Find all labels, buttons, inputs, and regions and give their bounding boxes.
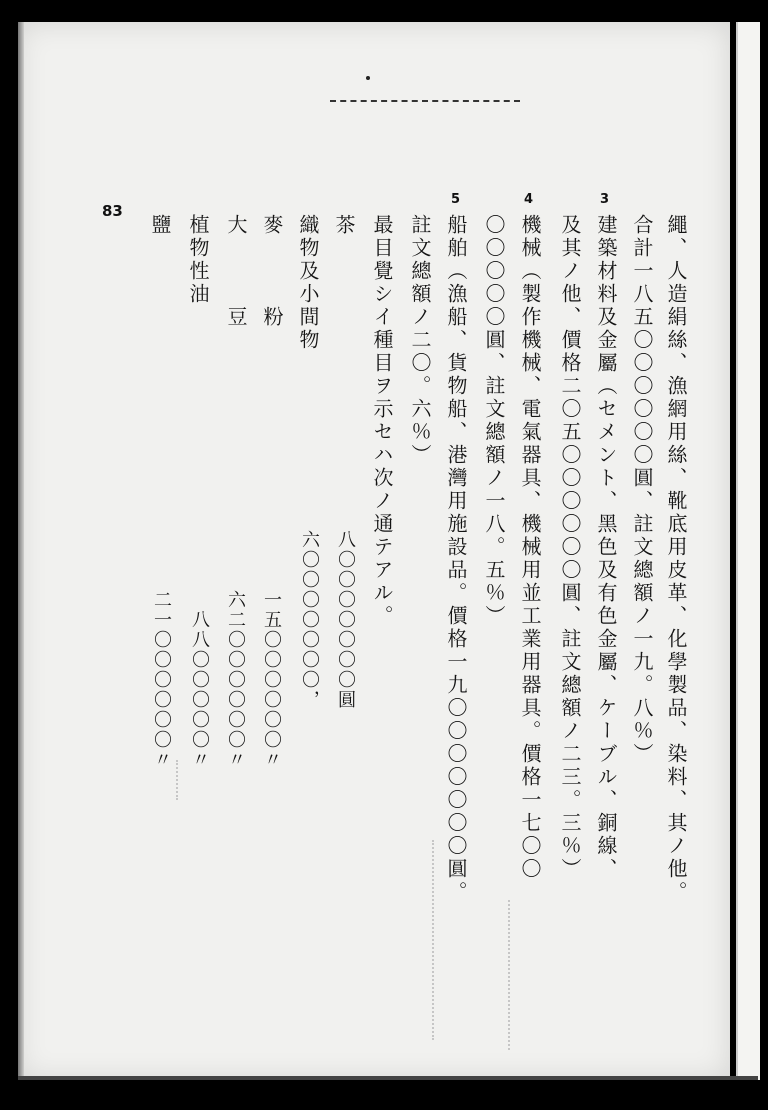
section-number-3: 3 <box>600 192 610 207</box>
table-item: 麥 粉 <box>260 214 284 329</box>
table-item: 茶 <box>332 214 356 237</box>
section-number-4: 4 <box>524 192 534 207</box>
table-item: 植物性油 <box>186 214 210 306</box>
text-column-9: 最目覺シイ種目ヲ示セハ次ノ通テアル。 <box>370 214 394 628</box>
table-item: 大 豆 <box>224 214 248 329</box>
table-item: 鹽 <box>148 214 172 237</box>
page-number: 83 <box>102 202 123 220</box>
section-number-5: 5 <box>451 192 461 207</box>
page-binding-edge <box>18 22 24 1080</box>
text-column-1: 繩、人造絹絲、漁網用絲、靴底用皮革、化學製品、染料、其ノ他。 <box>664 214 688 904</box>
table-value: 八〇〇〇〇〇〇〇圓 <box>335 530 356 710</box>
text-column-4: 及其ノ他、價格二〇五〇〇〇〇〇〇圓、註文總額ノ二三。三％） <box>558 214 582 881</box>
bleed-through-mark <box>330 100 520 102</box>
page-bottom-edge <box>18 1076 758 1080</box>
table-value: 八八〇〇〇〇〇〃 <box>189 610 210 770</box>
text-column-6: 〇〇〇〇〇圓、註文總額ノ一八。五％） <box>482 214 506 628</box>
next-page-edge <box>736 22 760 1080</box>
text-column-3: 建築材料及金屬（セメント、黑色及有色金屬、ケーブル、銅線、 <box>594 214 618 881</box>
text-column-2: 合計一八五〇〇〇〇〇〇圓、註文總額ノ一九。八％） <box>630 214 654 766</box>
table-value: 六二〇〇〇〇〇〇〃 <box>225 590 246 770</box>
text-column-7: 船舶（漁船、貨物船、港灣用施設品。價格一九〇〇〇〇〇〇〇圓。 <box>444 214 468 904</box>
table-value: 二一〇〇〇〇〇〇〃 <box>151 590 172 770</box>
bleed-through-mark <box>508 900 524 1050</box>
text-column-8: 註文總額ノ二〇。六％） <box>408 214 432 467</box>
text-column-5: 機械（製作機械、電氣器具、機械用並工業用器具。價格一七〇〇 <box>518 214 542 881</box>
table-item: 織物及小間物 <box>296 214 320 352</box>
table-value: 一五〇〇〇〇〇〇〃 <box>261 590 282 770</box>
ink-speck <box>366 76 370 80</box>
bleed-through-mark <box>176 760 192 800</box>
table-value: 六〇〇〇〇〇〇〇， <box>299 530 320 710</box>
bleed-through-mark <box>432 840 448 1040</box>
